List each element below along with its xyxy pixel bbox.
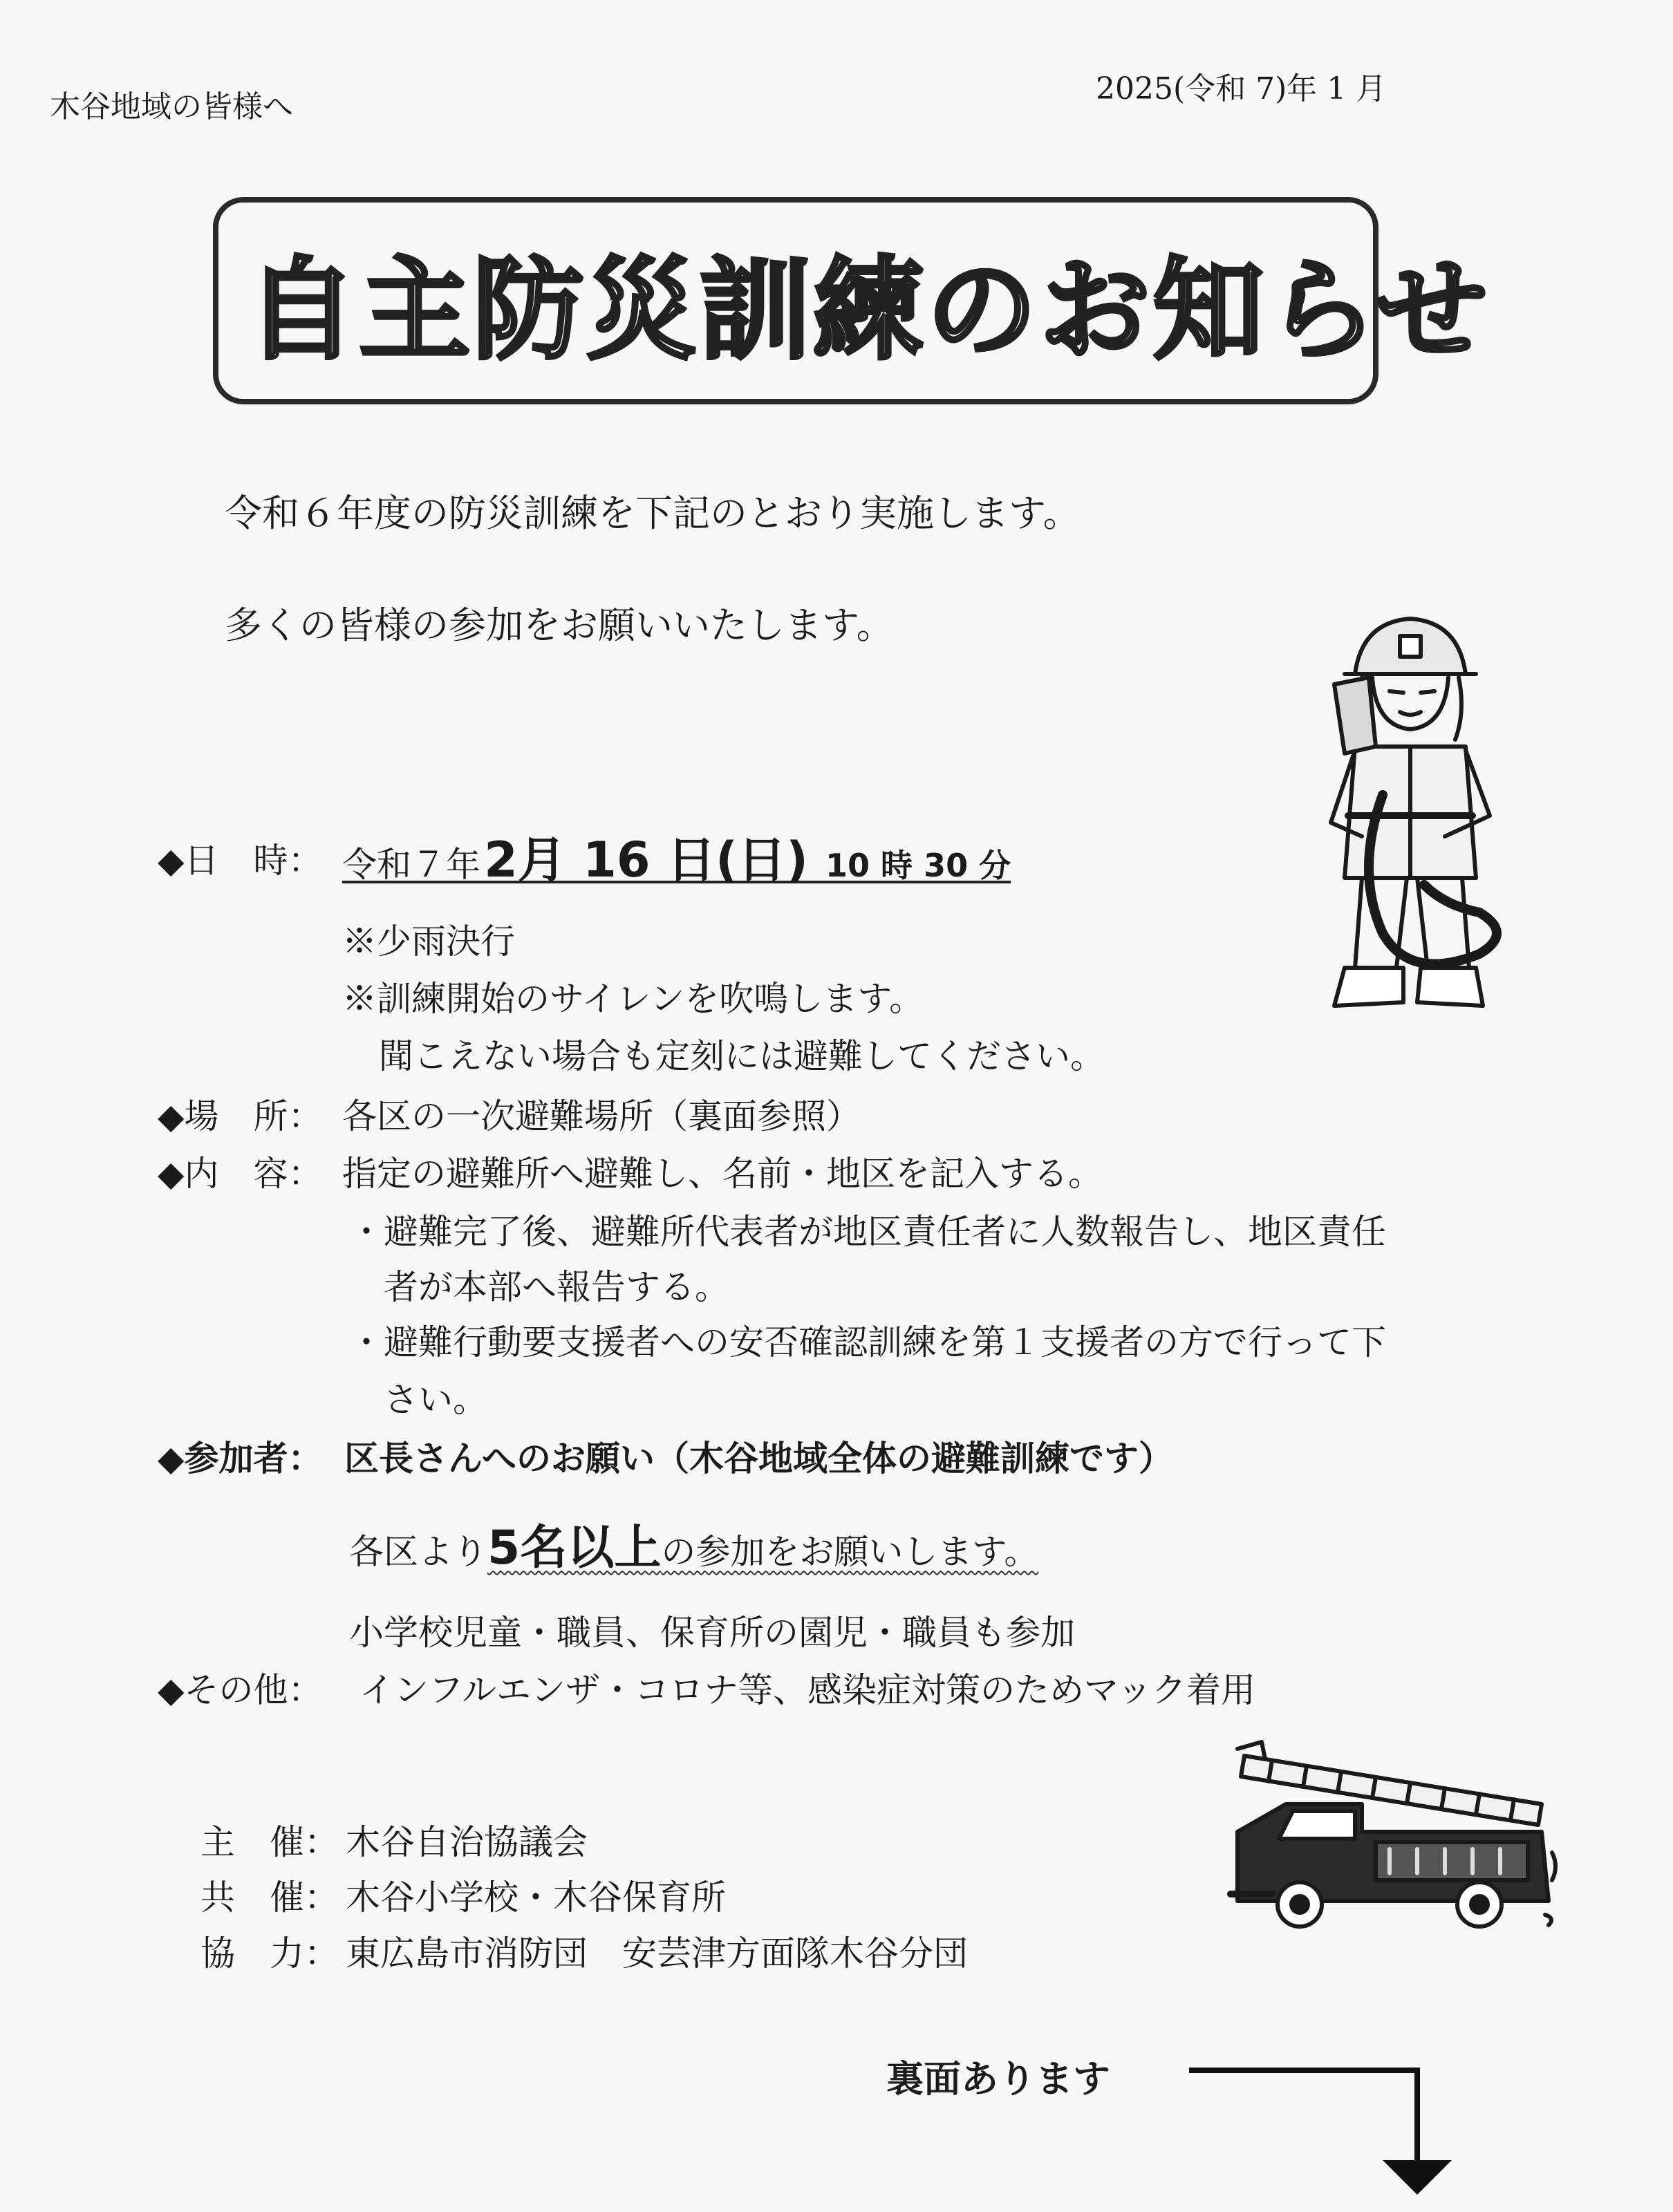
participants-line-2-post: の参加をお願いします。 xyxy=(661,1532,1039,1572)
other-value: インフルエンザ・コロナ等、感染症対策のためマック着用 xyxy=(359,1670,1255,1710)
datetime-label: ◆日 時： xyxy=(158,841,323,881)
content-bullet-1-line-2: 者が本部へ報告する。 xyxy=(384,1267,729,1307)
participants-line-2 xyxy=(349,1510,1038,1577)
datetime-era: 令和７年 xyxy=(342,845,480,885)
datetime-note-2: ※訓練開始のサイレンを吹鳴します。 xyxy=(342,979,924,1019)
support-label: 協 力： xyxy=(200,1933,339,1974)
host-label: 主 催： xyxy=(200,1822,339,1862)
datetime-time: 10 時 30 分 xyxy=(825,847,1011,884)
arrow-down-icon xyxy=(1186,2056,1476,2202)
ladder-fire-truck-illustration xyxy=(1224,1728,1562,1929)
participants-value: 区長さんへのお願い（木谷地域全体の避難訓練です） xyxy=(344,1438,1173,1479)
datetime-value xyxy=(342,821,1011,891)
host-value: 木谷自治協議会 xyxy=(346,1822,588,1862)
content-value: 指定の避難所へ避難し、名前・地区を記入する。 xyxy=(342,1154,1103,1194)
other-label: ◆その他： xyxy=(158,1670,323,1710)
cohost-value: 木谷小学校・木谷保育所 xyxy=(346,1877,726,1918)
content-bullet-2-line-2: さい。 xyxy=(384,1380,487,1420)
datetime-note-3: 聞こえない場合も定刻には避難してください。 xyxy=(379,1036,1105,1076)
issue-date: 2025(令和 7)年 1 月 xyxy=(1096,71,1387,106)
title-box xyxy=(213,197,1490,404)
content-label: ◆内 容： xyxy=(158,1154,323,1194)
page-title: 自主防災訓練のお知らせ xyxy=(246,245,1490,375)
firefighter-illustration xyxy=(1307,608,1521,1023)
participants-line-2-pre: 各区より xyxy=(349,1532,487,1572)
participants-line-3: 小学校児童・職員、保育所の園児・職員も参加 xyxy=(349,1613,1075,1653)
content-bullet-1-line-1: ・避難完了後、避難所代表者が地区責任者に人数報告し、地区責任 xyxy=(349,1212,1386,1252)
content-bullet-2-line-1: ・避難行動要支援者への安否確認訓練を第１支援者の方で行って下 xyxy=(349,1322,1386,1362)
datetime-note-1: ※少雨決行 xyxy=(342,921,515,962)
participants-label: ◆参加者： xyxy=(158,1438,323,1479)
intro-line-1: 令和６年度の防災訓練を下記のとおり実施します。 xyxy=(225,491,1081,535)
place-label: ◆場 所： xyxy=(158,1096,323,1136)
cohost-label: 共 催： xyxy=(200,1877,339,1918)
back-page-note: 裏面あります xyxy=(886,2056,1110,2101)
intro-line-2: 多くの皆様の参加をお願いいたします。 xyxy=(225,603,894,647)
addressee: 木谷地域の皆様へ xyxy=(50,89,293,124)
support-value: 東広島市消防団 安芸津方面隊木谷分団 xyxy=(346,1933,968,1974)
datetime-date: 2月 16 日(日) xyxy=(484,832,808,888)
participants-line-2-strong: 5名以上 xyxy=(487,1521,662,1575)
place-value: 各区の一次避難場所（裏面参照） xyxy=(342,1096,861,1136)
